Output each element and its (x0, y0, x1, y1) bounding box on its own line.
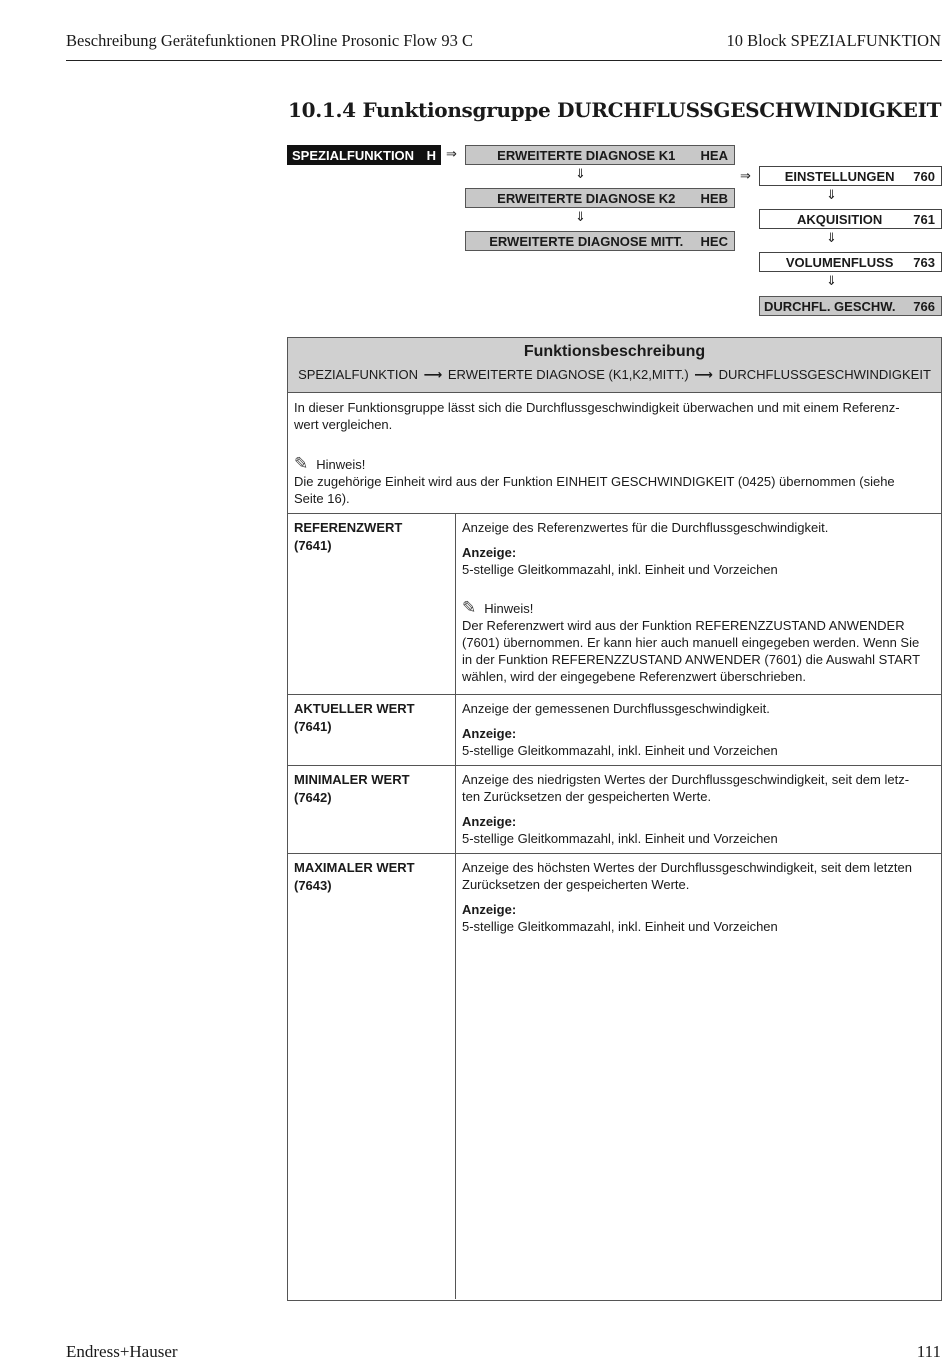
diagram-function-box-766 (759, 296, 942, 316)
display-label: Anzeige: (462, 814, 517, 829)
function-description-table (287, 337, 942, 1301)
diagram-root-label: SPEZIALFUNKTION (292, 147, 415, 163)
diagram-function-label: DURCHFL. GESCHW. (764, 298, 896, 314)
arrow-down-icon: ⇓ (575, 167, 586, 182)
diagram-function-box-760 (759, 166, 942, 186)
note-line: Der Referenzwert wird aus der Funktion REFERENZZUSTAND ANWENDER (462, 618, 905, 633)
function-code: (7641) (294, 538, 332, 553)
function-description-cell (456, 766, 941, 853)
function-name-cell (288, 854, 456, 1299)
breadcrumb-item: ERWEITERTE DIAGNOSE (K1,K2,MITT.) (447, 367, 689, 382)
arrow-right-icon: ⇒ (446, 147, 457, 162)
function-name-cell (288, 514, 456, 694)
description-text: ten Zurücksetzen der gespeicherten Werte. (462, 789, 712, 804)
diagram-function-label: AKQUISITION (797, 211, 883, 227)
note-line: wählen, wird der eingegebene Referenzwert überschrieben. (462, 669, 806, 684)
table-title: Funktionsbeschreibung (523, 343, 706, 360)
diagram-function-label: EINSTELLUNGEN (784, 168, 895, 184)
diagram-function-code: 766 (913, 298, 935, 314)
table-row-maximaler-wert (288, 854, 941, 1299)
display-label: Anzeige: (462, 545, 517, 560)
header-chapter: 10 Block SPEZIALFUNKTION (726, 31, 941, 50)
table-row-minimaler-wert (288, 766, 941, 854)
display-text: 5-stellige Gleitkommazahl, inkl. Einheit und Vorzeichen (462, 831, 778, 846)
function-code: (7642) (294, 790, 332, 805)
display-text: 5-stellige Gleitkommazahl, inkl. Einheit und Vorzeichen (462, 919, 778, 934)
diagram-group-label: ERWEITERTE DIAGNOSE K2 (497, 190, 676, 206)
intro-line: wert vergleichen. (294, 417, 393, 432)
table-intro (288, 393, 941, 514)
table-breadcrumb (288, 367, 941, 383)
diagram-group-code: HEB (700, 190, 728, 206)
function-name-cell (288, 766, 456, 853)
header-rule (66, 60, 942, 61)
section-title: 10.1.4 Funktionsgruppe DURCHFLUSSGESCHWINDIGKEIT (288, 98, 942, 122)
function-code: (7641) (294, 719, 332, 734)
description-text: Anzeige der gemessenen Durchflussgeschwindigkeit. (462, 701, 770, 716)
pencil-note-icon: ✎ (294, 454, 309, 474)
diagram-function-code: 763 (913, 254, 935, 270)
diagram-group-label: ERWEITERTE DIAGNOSE MITT. (489, 233, 684, 249)
footer-brand: Endress+Hauser (66, 1342, 178, 1361)
diagram-group-box-hec (465, 231, 735, 251)
breadcrumb-item: DURCHFLUSSGESCHWINDIGKEIT (718, 367, 931, 382)
pencil-note-icon: ✎ (462, 598, 477, 618)
description-text: Anzeige des Referenzwertes für die Durchflussgeschwindigkeit. (462, 520, 829, 535)
description-text: Anzeige des niedrigsten Wertes der Durchflussgeschwindigkeit, seit dem letz- (462, 772, 910, 787)
arrow-down-icon: ⇓ (575, 210, 586, 225)
display-text: 5-stellige Gleitkommazahl, inkl. Einheit und Vorzeichen (462, 562, 778, 577)
note-heading (462, 600, 935, 617)
note-text: Die zugehörige Einheit wird aus der Funktion EINHEIT GESCHWINDIGKEIT (0425) übernommen (siehe (294, 474, 895, 489)
table-row-aktueller-wert (288, 695, 941, 766)
table-header (288, 338, 941, 393)
diagram-function-label: VOLUMENFLUSS (785, 254, 894, 270)
function-name: MINIMALER WERT (294, 772, 410, 787)
note-text: Seite 16). (294, 491, 350, 506)
display-label: Anzeige: (462, 902, 517, 917)
diagram-group-box-heb (465, 188, 735, 208)
diagram-group-box-hea (465, 145, 735, 165)
function-name: AKTUELLER WERT (294, 701, 415, 716)
note-label: Hinweis! (484, 601, 534, 616)
display-text: 5-stellige Gleitkommazahl, inkl. Einheit und Vorzeichen (462, 743, 778, 758)
description-text: Anzeige des höchsten Wertes der Durchflussgeschwindigkeit, seit dem letzten (462, 860, 912, 875)
note-line: (7601) übernommen. Er kann hier auch manuell eingegeben werden. Wenn Sie (462, 635, 920, 650)
diagram-root-box (287, 145, 441, 165)
arrow-down-icon: ⇓ (826, 188, 837, 203)
diagram-function-code: 760 (913, 168, 935, 184)
diagram-group-label: ERWEITERTE DIAGNOSE K1 (497, 147, 676, 163)
function-name: MAXIMALER WERT (294, 860, 415, 875)
diagram-root-code: H (426, 147, 436, 163)
arrow-right-icon: ⇒ (740, 169, 751, 184)
diagram-group-code: HEA (700, 147, 728, 163)
note-line: in der Funktion REFERENZZUSTAND ANWENDER (7601) die Auswahl START (462, 652, 921, 667)
header-document-title: Beschreibung Gerätefunktionen PROline Prosonic Flow 93 C (66, 31, 473, 50)
breadcrumb-item: SPEZIALFUNKTION (298, 367, 418, 382)
function-name-cell (288, 695, 456, 765)
display-label: Anzeige: (462, 726, 517, 741)
note-label: Hinweis! (316, 457, 366, 472)
function-description-cell (456, 514, 941, 694)
function-code: (7643) (294, 878, 332, 893)
note-heading (294, 456, 935, 473)
page-number: 111 (916, 1342, 941, 1361)
description-text: Zurücksetzen der gespeicherten Werte. (462, 877, 690, 892)
diagram-function-box-761 (759, 209, 942, 229)
function-description-cell (456, 695, 941, 765)
diagram-function-code: 761 (913, 211, 935, 227)
function-description-cell (456, 854, 941, 1299)
table-row-referenzwert (288, 514, 941, 695)
arrow-down-icon: ⇓ (826, 274, 837, 289)
intro-line: In dieser Funktionsgruppe lässt sich die Durchflussgeschwindigkeit überwachen und mit einem Referenz- (294, 400, 900, 415)
long-arrow-right-icon: ⟶ (423, 368, 443, 383)
diagram-group-code: HEC (700, 233, 728, 249)
diagram-function-box-763 (759, 252, 942, 272)
function-name: REFERENZWERT (294, 520, 403, 535)
arrow-down-icon: ⇓ (826, 231, 837, 246)
long-arrow-right-icon: ⟶ (694, 368, 713, 383)
